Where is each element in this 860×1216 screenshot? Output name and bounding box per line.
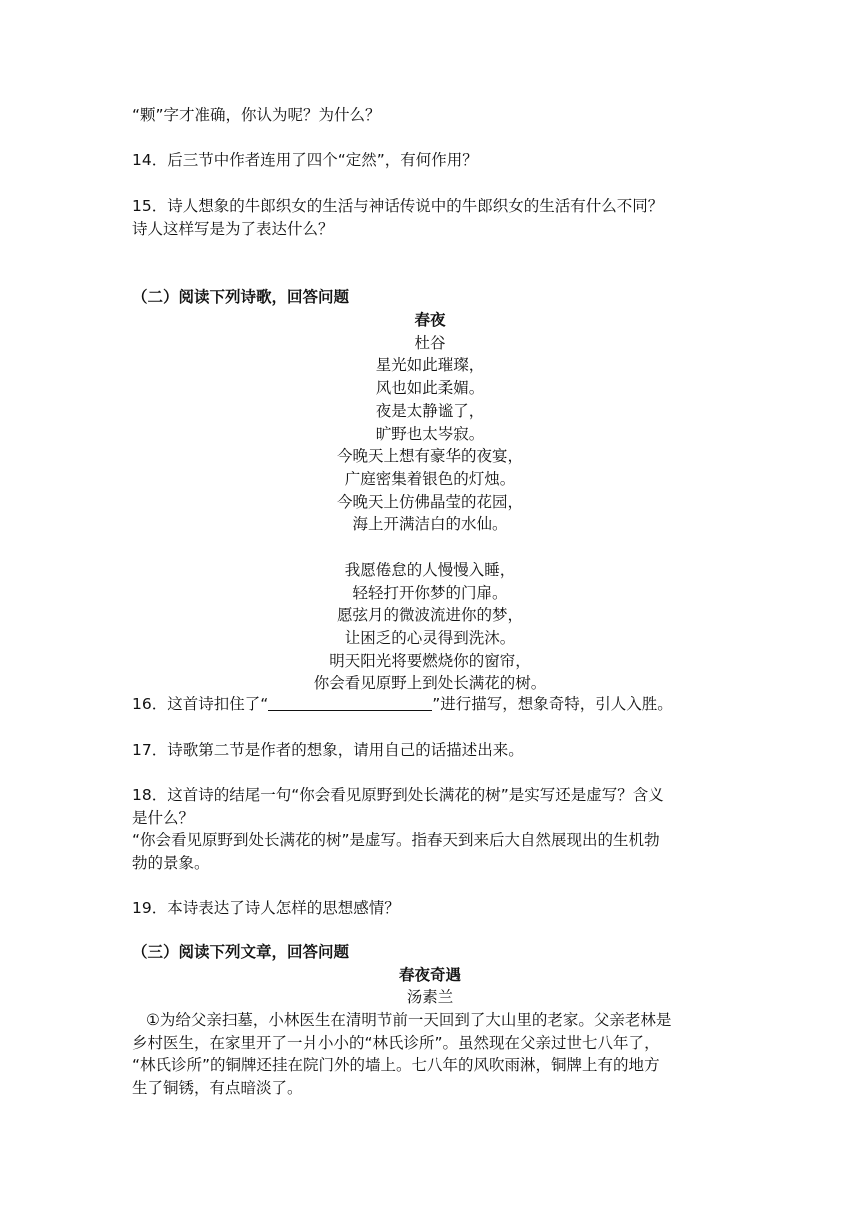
question-16-prefix: 16．这首诗扣住了“ <box>132 695 269 713</box>
question-15-line-1: 15．诗人想象的牛郎织女的生活与神话传说中的牛郎织女的生活有什么不同？ <box>132 197 664 215</box>
section-2-heading: （二）阅读下列诗歌，回答问题 <box>132 288 350 306</box>
story-title: 春夜奇遇 <box>398 966 461 984</box>
story-paragraph-line: “林氏诊所”的铜牌还挂在院门外的墙上。七八年的风吹雨淋，铜牌上有的地方 <box>132 1056 660 1074</box>
poem-line: 愿弦月的微波流进你的梦， <box>336 606 523 624</box>
poem-line: 风也如此柔媚。 <box>375 379 485 397</box>
question-18-line-2: 是什么？ <box>132 809 195 827</box>
question-13-tail: “颗”字才准确，你认为呢？为什么？ <box>132 106 381 124</box>
story-paragraph-line: ①为给父亲扫墓，小林医生在清明节前一天回到了大山里的老家。父亲老林是 <box>146 1011 672 1029</box>
question-16 <box>132 693 673 715</box>
question-16-suffix: ”进行描写，想象奇特，引人入胜。 <box>432 695 673 713</box>
poem-line: 今晚天上想有豪华的夜宴， <box>336 447 523 465</box>
question-15-line-2: 诗人这样写是为了表达什么？ <box>132 220 334 238</box>
poem-author: 杜谷 <box>414 334 446 352</box>
poem-line: 明天阳光将要燃烧你的窗帘， <box>329 652 531 670</box>
poem-line: 让困乏的心灵得到洗沐。 <box>344 629 516 647</box>
question-17: 17．诗歌第二节是作者的想象，请用自己的话描述出来。 <box>132 741 524 759</box>
story-paragraph-line: 乡村医生，在家里开了一爿小小的“林氏诊所”。虽然现在父亲过世七八年了， <box>132 1034 660 1052</box>
poem-line: 你会看见原野上到处长满花的树。 <box>313 674 547 692</box>
poem-line: 今晚天上仿佛晶莹的花园， <box>336 493 523 511</box>
answer-blank[interactable] <box>268 694 432 711</box>
poem-line: 海上开满洁白的水仙。 <box>352 515 508 533</box>
story-author: 汤素兰 <box>406 988 454 1006</box>
poem-line: 轻轻打开你梦的门扉。 <box>352 584 508 602</box>
poem-line: 旷野也太岑寂。 <box>375 425 485 443</box>
question-14: 14．后三节中作者连用了四个“定然”，有何作用？ <box>132 151 478 169</box>
section-3-heading: （三）阅读下列文章，回答问题 <box>132 943 350 961</box>
answer-18-line-2: 勃的景象。 <box>132 854 210 872</box>
poem-line: 星光如此璀璨， <box>375 356 485 374</box>
poem-title: 春夜 <box>414 311 446 329</box>
question-18-line-1: 18．这首诗的结尾一句“你会看见原野到处长满花的树”是实写还是虚写？含义 <box>132 786 664 804</box>
poem-line: 我愿倦怠的人慢慢入睡， <box>344 561 516 579</box>
question-19: 19．本诗表达了诗人怎样的思想感情？ <box>132 899 400 917</box>
answer-18-line-1: “你会看见原野到处长满花的树”是虚写。指春天到来后大自然展现出的生机勃 <box>132 831 660 849</box>
poem-line: 夜是太静谧了， <box>375 402 485 420</box>
poem-line: 广庭密集着银色的灯烛。 <box>344 470 516 488</box>
story-paragraph-line: 生了铜锈，有点暗淡了。 <box>132 1079 303 1097</box>
